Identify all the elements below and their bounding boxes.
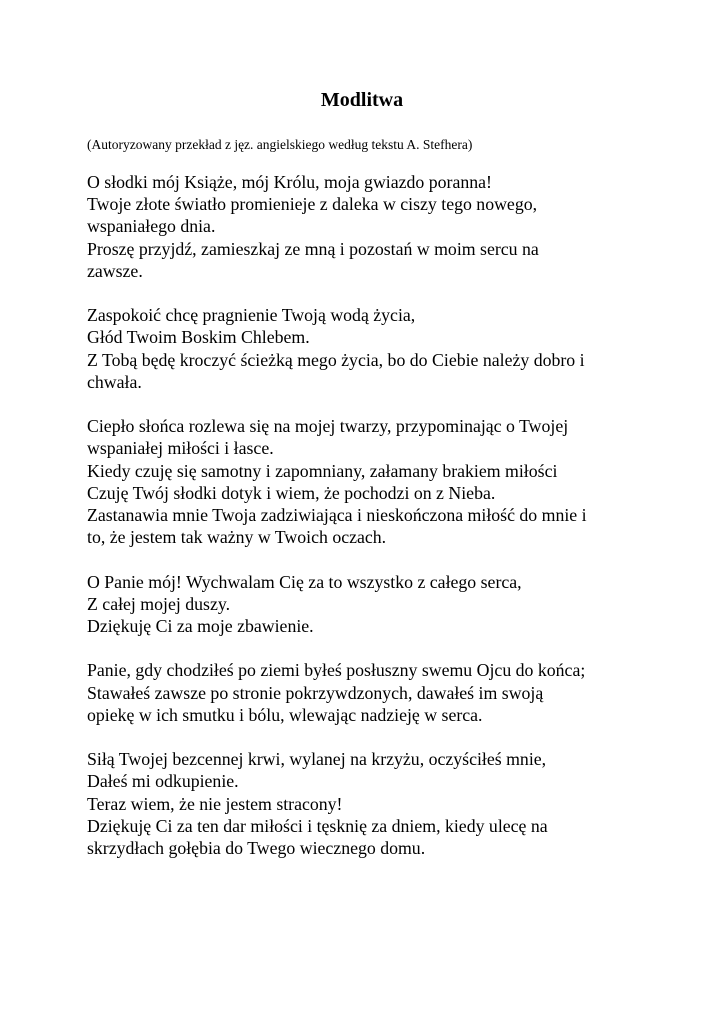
stanza-4 (87, 571, 667, 638)
poem-line: O słodki mój Książe, mój Królu, moja gwiazdo poranna! (87, 172, 492, 192)
poem-line: Stawałeś zawsze po stronie pokrzywdzonych, dawałeś im swoją (87, 682, 544, 703)
poem-line: Kiedy czuję się samotny i zapomniany, załamany brakiem miłości (87, 460, 558, 481)
poem-line: Proszę przyjdź, zamieszkaj ze mną i pozostań w moim sercu na (87, 238, 539, 259)
poem-line: Z Tobą będę kroczyć ścieżką mego życia, bo do Ciebie należy dobro i (87, 349, 585, 370)
document-subtitle: (Autoryzowany przekład z jęz. angielskiego według tekstu A. Stefhera) (87, 137, 473, 152)
stanza-gap (87, 726, 667, 748)
stanza-6 (87, 748, 667, 859)
poem-line: Dziękuję Ci za ten dar miłości i tęsknię za dniem, kiedy ulecę na (87, 815, 548, 836)
poem-line: to, że jestem tak ważny w Twoich oczach. (87, 527, 387, 548)
stanza-1 (87, 171, 667, 282)
document-title: Modlitwa (320, 89, 404, 111)
poem-line: O Panie mój! Wychwalam Cię za to wszystko z całego serca, (87, 571, 522, 592)
stanza-gap (87, 282, 667, 304)
stanza-3 (87, 415, 667, 548)
stanza-2 (87, 304, 667, 393)
poem-line: zawsze. (87, 260, 143, 281)
poem-line: Siłą Twojej bezcennej krwi, wylanej na krzyżu, oczyściłeś mnie, (87, 749, 547, 770)
poem-body (87, 171, 667, 859)
poem-line: Teraz wiem, że nie jestem stracony! (87, 793, 343, 814)
poem-line: Głód Twoim Boskim Chlebem. (87, 327, 310, 348)
poem-line: Ciepło słońca rozlewa się na mojej twarzy, przypominając o Twojej (87, 416, 569, 437)
poem-line: Zaspokoić chcę pragnienie Twoją wodą życia, (87, 305, 416, 326)
stanza-5 (87, 659, 667, 726)
stanza-gap (87, 548, 667, 570)
poem-line: opiekę w ich smutku i bólu, wlewając nadzieję w serca. (87, 704, 483, 725)
stanza-gap (87, 393, 667, 415)
poem-line: Z całej mojej duszy. (87, 593, 231, 614)
poem-line: Dałeś mi odkupienie. (87, 771, 239, 792)
poem-line: Czuję Twój słodki dotyk i wiem, że pochodzi on z Nieba. (87, 482, 496, 503)
poem-line: Twoje złote światło promienieje z daleka w ciszy tego nowego, (87, 194, 538, 215)
poem-line: Dziękuję Ci za moje zbawienie. (87, 616, 314, 637)
poem-line: wspaniałego dnia. (87, 216, 216, 237)
poem-line: chwała. (87, 371, 142, 392)
poem-line: Panie, gdy chodziłeś po ziemi byłeś posłuszny swemu Ojcu do końca; (87, 660, 586, 681)
poem-line: wspaniałej miłości i łasce. (87, 438, 274, 459)
poem-line: Zastanawia mnie Twoja zadziwiająca i nieskończona miłość do mnie i (87, 505, 587, 526)
poem-line: skrzydłach gołębia do Twego wiecznego domu. (87, 838, 426, 859)
stanza-gap (87, 637, 667, 659)
